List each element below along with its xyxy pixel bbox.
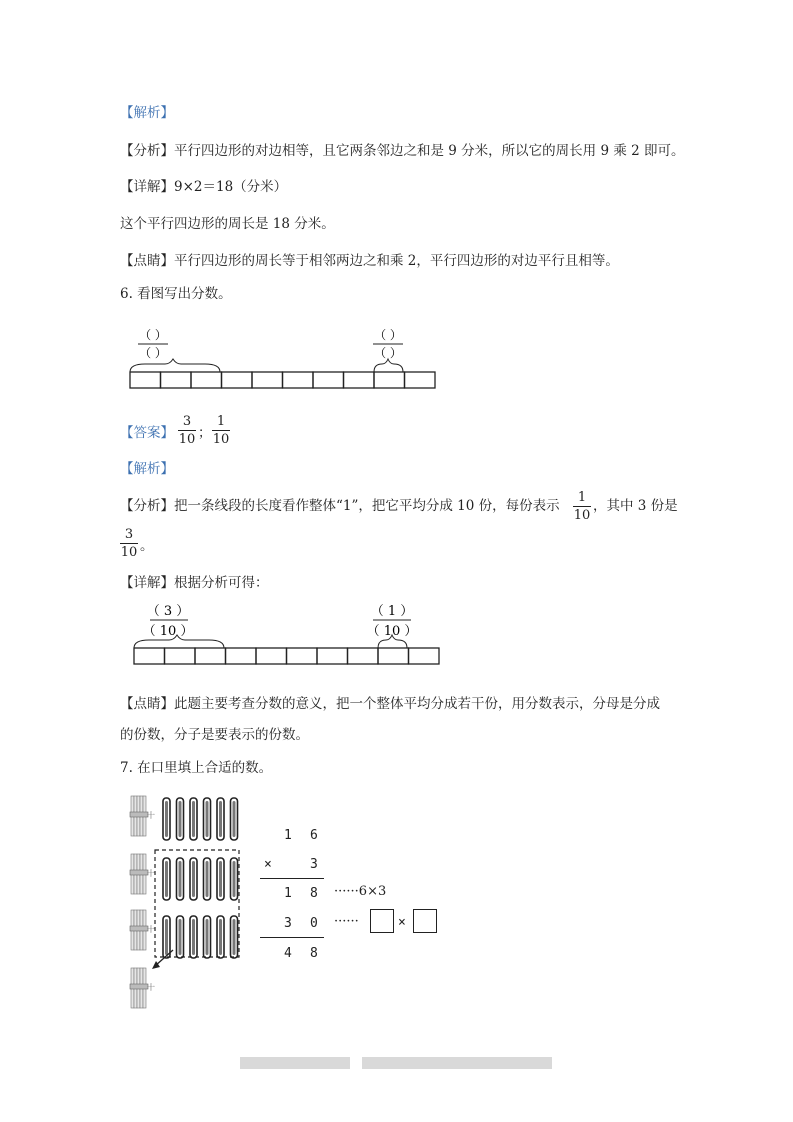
- answer-tag: 【答案】: [120, 425, 174, 441]
- calc-row1-ones: 6: [310, 828, 318, 843]
- note-six-times-three: ······6×3: [334, 884, 387, 899]
- calc-row3-tens: 1: [284, 886, 292, 901]
- q6-segment-diagram-filled: [124, 598, 454, 670]
- single-stick-core: [192, 861, 195, 897]
- segment-cell: [252, 372, 283, 388]
- fenxi-text: 平行四边形的对边相等，且它两条邻边之和是 9 分米，所以它的周长用 9 乘 2 即可。: [174, 143, 685, 159]
- segment-cell: [195, 648, 226, 664]
- stick-bundle: [130, 968, 155, 1008]
- single-stick-core: [219, 861, 222, 897]
- fraction-bar: [120, 543, 138, 544]
- calc-line-1: [260, 878, 324, 879]
- segment-cell: [283, 372, 314, 388]
- q6-xiangjie-tag: 【详解】: [120, 575, 174, 591]
- single-stick-core: [233, 861, 236, 897]
- q6-title: 6. 看图写出分数。: [120, 286, 232, 302]
- q6-fenxi-tag: 【分析】: [120, 498, 174, 514]
- single-stick-core: [179, 861, 182, 897]
- segment-cell: [378, 648, 409, 664]
- bundle-label: 十: [147, 869, 155, 878]
- answer-frac1-num: 3: [182, 414, 192, 429]
- filled-frac2-num: （ 1 ）: [370, 604, 414, 619]
- single-sticks: [163, 798, 238, 958]
- q7-title: 7. 在口里填上合适的数。: [120, 760, 273, 776]
- stick-bundles: [130, 796, 155, 1008]
- segment-cell: [161, 372, 192, 388]
- xiangjie-line: [120, 178, 287, 196]
- filled-frac1-num: （ 3 ）: [146, 604, 190, 619]
- segment-cell: [374, 372, 405, 388]
- q6-fenxi-line: [120, 497, 560, 515]
- answer-frac1-den: 10: [178, 432, 196, 447]
- q6-dianjing-line: [120, 695, 660, 713]
- fenxi-line: [120, 142, 685, 160]
- sticks-illustration: [125, 792, 255, 1017]
- q6-segments: [130, 372, 435, 388]
- answer-frac2-den: 10: [212, 432, 230, 447]
- fenxi-fraction-one-tenth: [573, 490, 591, 523]
- fenxi-frac-den: 10: [573, 508, 591, 523]
- q6-jiexi-tag: 【解析】: [120, 461, 174, 477]
- single-stick-core: [165, 861, 168, 897]
- q6-dianjing-tag: 【点睛】: [120, 696, 174, 712]
- q6-xiangjie-text: 根据分析可得：: [174, 575, 269, 591]
- single-stick-core: [206, 801, 209, 837]
- dianjing-line: [120, 252, 619, 270]
- single-stick-core: [179, 919, 182, 955]
- single-stick-core: [192, 919, 195, 955]
- calc-row3-ones: 8: [310, 886, 318, 901]
- stick-bundle: [130, 854, 155, 894]
- q6-segments-filled: [134, 648, 439, 664]
- q6-xiangjie-line: [120, 574, 269, 592]
- q6-blank2-den: （ ）: [374, 346, 402, 360]
- segment-cell: [287, 648, 318, 664]
- fraction-bar: [178, 430, 196, 431]
- times-sign: ×: [264, 857, 272, 872]
- segment-cell: [226, 648, 257, 664]
- segment-cell: [134, 648, 165, 664]
- q6-blank2-num: （ ）: [374, 328, 402, 342]
- q6-brace-three: [130, 359, 220, 372]
- q6-blank1-den: （ ）: [139, 346, 167, 360]
- q6-brace-one: [374, 359, 403, 372]
- single-stick-core: [206, 919, 209, 955]
- note-times-sign: ×: [398, 915, 406, 930]
- q6-dianjing-text-1: 此题主要考查分数的意义，把一个整体平均分成若干份，用分数表示，分母是分成: [174, 696, 660, 712]
- note-dots: ······: [334, 914, 359, 929]
- fenxi-tag: 【分析】: [120, 143, 174, 159]
- xiangjie-tag: 【详解】: [120, 179, 174, 195]
- bundle-tie: [130, 870, 148, 875]
- fraction-bar: [573, 506, 591, 507]
- q6-fenxi-text-b: ，其中 3 份是: [593, 498, 678, 514]
- answer-fraction-2: [212, 414, 230, 447]
- calc-row4-tens: 3: [284, 916, 292, 931]
- calc-row1-tens: 1: [284, 828, 292, 843]
- answer-box-2[interactable]: [413, 909, 437, 933]
- q6-dianjing-text-2: 的份数，分子是要表示的份数。: [120, 727, 309, 743]
- single-stick-core: [219, 801, 222, 837]
- dianjing-text: 平行四边形的周长等于相邻两边之和乘 2，平行四边形的对边平行且相等。: [174, 253, 619, 269]
- segment-cell: [405, 372, 436, 388]
- filled-frac1-den: （ 10 ）: [142, 624, 194, 639]
- calc-row4-ones: 0: [310, 916, 318, 931]
- segment-cell: [317, 648, 348, 664]
- segment-cell: [165, 648, 196, 664]
- answer-frac2-num: 1: [216, 414, 226, 429]
- segment-cell: [130, 372, 161, 388]
- bundle-label: 十: [147, 983, 155, 992]
- filled-frac2-den: （ 10 ）: [366, 624, 418, 639]
- single-stick-core: [179, 801, 182, 837]
- answer-box-1[interactable]: [370, 909, 394, 933]
- stick-bundle: [130, 910, 155, 950]
- segment-cell: [348, 648, 379, 664]
- segment-cell: [256, 648, 287, 664]
- fenxi-fraction-three-tenths: [120, 527, 138, 560]
- q6-fenxi-text-a: 把一条线段的长度看作整体“1”，把它平均分成 10 份，每份表示: [174, 498, 560, 514]
- single-stick-core: [165, 919, 168, 955]
- xiangjie-text: 9×2＝18（分米）: [174, 179, 288, 195]
- blurred-footer-right: [362, 1057, 552, 1069]
- single-stick-core: [206, 861, 209, 897]
- calc-row2-ones: 3: [310, 857, 318, 872]
- single-stick-core: [233, 801, 236, 837]
- conclusion-text: 这个平行四边形的周长是 18 分米。: [120, 216, 335, 232]
- single-stick-core: [192, 801, 195, 837]
- single-stick-core: [165, 801, 168, 837]
- single-stick-core: [219, 919, 222, 955]
- calc-row5-tens: 4: [284, 946, 292, 961]
- segment-cell: [313, 372, 344, 388]
- bundle-tie: [130, 984, 148, 989]
- fenxi-frac-num: 1: [577, 490, 587, 505]
- q6-segment-diagram: [120, 322, 450, 394]
- dianjing-tag: 【点睛】: [120, 253, 174, 269]
- jiexi-tag: 【解析】: [120, 105, 174, 121]
- segment-cell: [191, 372, 222, 388]
- segment-cell: [222, 372, 253, 388]
- bundle-label: 十: [147, 925, 155, 934]
- calc-row5-ones: 8: [310, 946, 318, 961]
- answer-separator: ；: [198, 425, 212, 441]
- fenxi-frac2-den: 10: [120, 545, 138, 560]
- calc-line-2: [260, 937, 324, 938]
- segment-cell: [344, 372, 375, 388]
- segment-cell: [409, 648, 440, 664]
- vertical-multiplication: [250, 820, 450, 970]
- bundle-label: 十: [147, 811, 155, 820]
- stick-bundle: [130, 796, 155, 836]
- bundle-tie: [130, 812, 148, 817]
- blurred-footer-left: [240, 1057, 350, 1069]
- bundle-tie: [130, 926, 148, 931]
- fenxi-frac2-num: 3: [124, 527, 134, 542]
- answer-fraction-1: [178, 414, 196, 447]
- q6-blank1-num: （ ）: [139, 328, 167, 342]
- q6-fenxi-text-c: 。: [140, 538, 154, 554]
- single-stick-core: [233, 919, 236, 955]
- fraction-bar: [212, 430, 230, 431]
